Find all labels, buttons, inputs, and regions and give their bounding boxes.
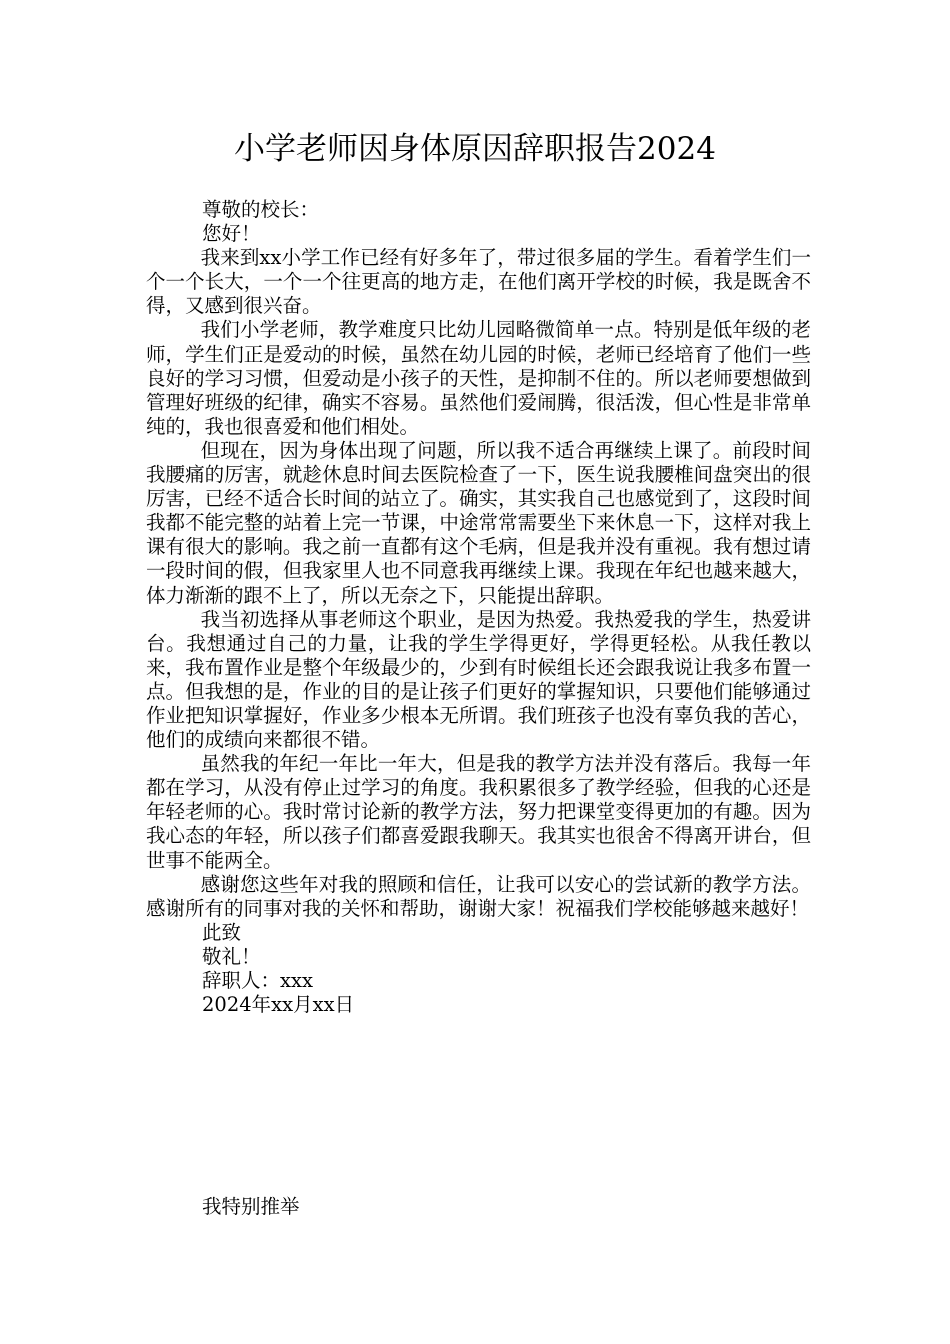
document-title: 小学老师因身体原因辞职报告2024 <box>234 131 716 167</box>
paragraph: 我当初选择从事老师这个职业，是因为热爱。我热爱我的学生，热爱讲台。我想通过自己的力量，让我的学生学得更好，学得更轻松。从我任教以来，我布置作业是整个年级最少的，少到有时候组长还会跟我说让我多布置一点。但我想的是，作业的目的是让孩子们更好的掌握知识，只要他们能够通过作业把知识掌握好，作业多少根本无所谓。我们班孩子也没有辜负我的苦心，他们的成绩向来都很不错。 <box>146 607 811 752</box>
salutation: 尊敬的校长： <box>202 198 320 221</box>
paragraph: 虽然我的年纪一年比一年大，但是我的教学方法并没有落后。我每一年都在学习，从没有停止过学习的角度。我积累很多了教学经验，但我的心还是年轻老师的心。我时常讨论新的教学方法，努力把课堂变得更加的有趣。因为我心态的年轻，所以孩子们都喜爱跟我聊天。我其实也很舍不得离开讲台，但世事不能两全。 <box>146 752 811 872</box>
paragraph: 我来到xx小学工作已经有好多年了，带过很多届的学生。看着学生们一个一个长大，一个一个往更高的地方走，在他们离开学校的时候，我是既舍不得，又感到很兴奋。 <box>146 246 811 318</box>
closing-salute: 敬礼！ <box>202 944 261 968</box>
paragraph: 感谢您这些年对我的照顾和信任，让我可以安心的尝试新的教学方法。感谢所有的同事对我的关怀和帮助，谢谢大家！祝福我们学校能够越来越好！ <box>146 872 811 920</box>
date: 2024年xx月xx日 <box>202 993 355 1017</box>
signature: 辞职人：xxx <box>202 969 313 992</box>
closing-line: 此致 <box>202 920 242 944</box>
greeting: 您好！ <box>202 222 261 246</box>
paragraph: 但现在，因为身体出现了问题，所以我不适合再继续上课了。前段时间我腰痛的厉害，就趁休息时间去医院检查了一下，医生说我腰椎间盘突出的很厉害，已经不适合长时间的站立了。确实，其实我自己也感觉到了，这段时间我都不能完整的站着上完一节课，中途常常需要坐下来休息一下，这样对我上课有很大的影响。我之前一直都有这个毛病，但是我并没有重视。我有想过请一段时间的假，但我家里人也不同意我再继续上课。我现在年纪也越来越大，体力渐渐的跟不上了，所以无奈之下，只能提出辞职。 <box>146 438 811 607</box>
letter-body <box>146 198 811 1017</box>
trailing-text: 我特别推举 <box>202 1195 300 1218</box>
paragraph: 我们小学老师，教学难度只比幼儿园略微简单一点。特别是低年级的老师，学生们正是爱动的时候，虽然在幼儿园的时候，老师已经培育了他们一些良好的学习习惯，但爱动是小孩子的天性，是抑制不住的。所以老师要想做到管理好班级的纪律，确实不容易。虽然他们爱闹腾，很活泼，但心性是非常单纯的，我也很喜爱和他们相处。 <box>146 318 811 438</box>
